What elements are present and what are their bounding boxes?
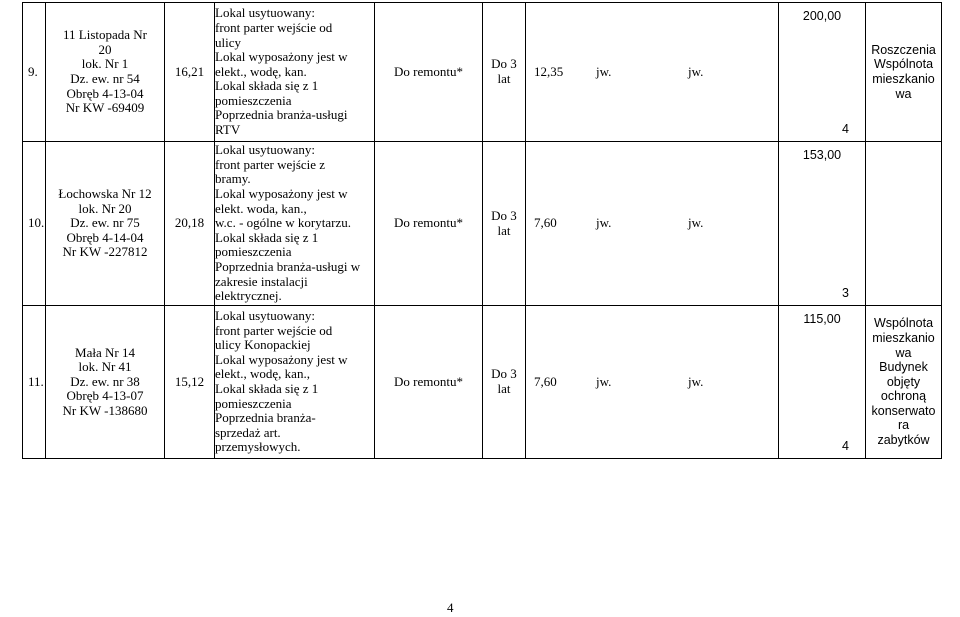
amount-subvalue: 3 xyxy=(842,286,849,301)
address-cell-line: lok. Nr 20 xyxy=(78,200,132,216)
period-cell-line: Do 3 xyxy=(491,366,517,382)
description-cell-line: elekt. woda, kan., xyxy=(215,200,307,216)
period-cell-line: lat xyxy=(497,222,511,238)
period-cell xyxy=(483,306,526,459)
description-cell-line: elekt., wodę, kan., xyxy=(215,366,310,382)
description-cell-line: Lokal usytuowany: xyxy=(215,5,316,21)
technical-state-cell: Do remontu* xyxy=(375,142,483,306)
row-number-text: 11. xyxy=(28,373,44,389)
area-cell: 20,18 xyxy=(165,142,215,306)
table-row xyxy=(23,306,942,459)
remarks-cell-line: wa xyxy=(895,86,912,101)
address-cell-line: Nr KW -138680 xyxy=(62,402,148,418)
description-cell-line: RTV xyxy=(215,122,241,138)
rate-note: jw. xyxy=(688,215,704,231)
remarks-cell-line: ra xyxy=(897,418,910,433)
row-number xyxy=(23,3,46,142)
address-cell-line: Obręb 4-13-07 xyxy=(66,388,144,404)
rate-cell xyxy=(526,306,779,459)
area-cell: 15,12 xyxy=(165,306,215,459)
address-cell-line: Obręb 4-14-04 xyxy=(66,229,144,245)
remarks-cell-line: Wspólnota xyxy=(873,57,934,72)
description-cell-line: Lokal wyposażony jest w xyxy=(215,49,348,65)
description-cell xyxy=(215,142,375,306)
rate-line xyxy=(526,216,778,231)
period-cell-line: lat xyxy=(497,71,511,86)
rate-value: 12,35 xyxy=(534,63,564,79)
row-number xyxy=(23,306,46,459)
amount-value: 115,00 xyxy=(803,312,841,326)
remarks-cell-line: zabytków xyxy=(877,433,930,448)
remarks-cell-line: Budynek xyxy=(879,360,928,375)
address-cell-line: Dz. ew. nr 38 xyxy=(70,373,140,389)
amount-subvalue: 4 xyxy=(842,122,849,137)
rate-line xyxy=(526,375,778,390)
amount-cell xyxy=(779,142,866,306)
description-cell-line: zakresie instalacji xyxy=(215,273,308,289)
remarks-cell-line: Wspólnota xyxy=(873,316,934,331)
technical-state-cell: Do remontu* xyxy=(375,3,483,142)
address-cell-line: Mała Nr 14 xyxy=(75,344,135,360)
amount-subvalue: 4 xyxy=(842,439,849,454)
description-cell-line: Poprzednia branża- xyxy=(215,410,316,426)
remarks-cell-line: mieszkanio xyxy=(872,72,935,86)
row-number xyxy=(23,142,46,306)
remarks-cell-line: ochroną xyxy=(880,389,927,404)
rate-value: 7,60 xyxy=(534,215,557,231)
address-cell-line: 20 xyxy=(98,41,112,57)
description-cell-line: elekt., wodę, kan. xyxy=(215,63,307,79)
description-cell-line: Lokal składa się z 1 xyxy=(215,229,319,245)
address-cell-line: lok. Nr 1 xyxy=(81,56,129,72)
remarks-cell xyxy=(866,3,942,142)
description-cell-line: sprzedaż art. xyxy=(215,424,281,440)
description-cell-line: Poprzednia branża-usługi w xyxy=(215,258,361,274)
row-number-text: 10. xyxy=(28,215,45,231)
row-number-text: 9. xyxy=(28,63,38,79)
page-number: 4 xyxy=(447,600,454,615)
address-cell-line: Obręb 4-13-04 xyxy=(66,85,144,101)
rate-note: jw. xyxy=(596,63,612,79)
description-cell-line: Lokal składa się z 1 xyxy=(215,78,319,94)
rate-line xyxy=(526,65,778,80)
description-cell-line: pomieszczenia xyxy=(215,395,292,411)
rate-value: 7,60 xyxy=(534,373,557,389)
rate-cell xyxy=(526,3,779,142)
remarks-cell-line: Roszczenia xyxy=(871,42,936,57)
amount-value: 200,00 xyxy=(802,9,842,23)
description-cell xyxy=(215,306,375,459)
remarks-cell xyxy=(866,306,942,459)
technical-state-cell: Do remontu* xyxy=(375,306,483,459)
property-table xyxy=(22,2,942,459)
address-cell-line: 11 Listopada Nr xyxy=(63,27,147,43)
address-cell xyxy=(46,306,165,459)
description-cell-line: przemysłowych. xyxy=(215,439,301,455)
description-cell-line: front parter wejście z xyxy=(215,156,326,172)
description-cell-line: front parter wejście od xyxy=(215,19,333,35)
address-cell-line: Nr KW -227812 xyxy=(62,244,148,260)
description-cell-line: bramy. xyxy=(215,171,251,187)
description-cell-line: Poprzednia branża-usługi xyxy=(215,107,348,123)
table-row xyxy=(23,3,942,142)
rate-note: jw. xyxy=(688,373,704,389)
amount-cell xyxy=(779,306,866,459)
period-cell xyxy=(483,142,526,306)
address-cell-line: Dz. ew. nr 75 xyxy=(70,215,140,231)
description-cell-line: w.c. - ogólne w korytarzu. xyxy=(215,215,351,231)
address-cell xyxy=(46,3,165,142)
address-cell-line: lok. Nr 41 xyxy=(78,359,132,375)
period-cell-line: Do 3 xyxy=(491,207,517,223)
description-cell-line: elektrycznej. xyxy=(215,288,282,304)
description-cell-line: pomieszczenia xyxy=(215,92,292,108)
description-cell-line: Lokal składa się z 1 xyxy=(215,381,319,396)
period-cell-line: Do 3 xyxy=(491,56,517,72)
description-cell-line: Lokal wyposażony jest w xyxy=(215,351,348,367)
description-cell xyxy=(215,3,375,142)
description-cell-line: Lokal usytuowany: xyxy=(215,142,316,158)
address-cell-line: Dz. ew. nr 54 xyxy=(70,71,140,86)
period-cell xyxy=(483,3,526,142)
remarks-cell-line: mieszkanio xyxy=(872,330,935,345)
remarks-cell-line: objęty xyxy=(886,374,921,389)
table-row xyxy=(23,142,942,306)
rate-note: jw. xyxy=(596,215,612,231)
remarks-cell-line: wa xyxy=(895,345,912,360)
remarks-cell xyxy=(866,142,942,306)
amount-value: 153,00 xyxy=(802,148,842,162)
rate-note: jw. xyxy=(688,63,704,79)
description-cell-line: ulicy xyxy=(215,34,241,50)
address-cell-line: Łochowska Nr 12 xyxy=(58,186,152,202)
remarks-cell-line: konserwato xyxy=(871,403,936,418)
amount-cell xyxy=(779,3,866,142)
description-cell-line: Lokal usytuowany: xyxy=(215,308,316,324)
description-cell-line: pomieszczenia xyxy=(215,244,292,260)
address-cell-line: Nr KW -69409 xyxy=(65,100,145,116)
rate-note: jw. xyxy=(596,373,612,389)
description-cell-line: Lokal wyposażony jest w xyxy=(215,186,348,202)
area-cell: 16,21 xyxy=(165,3,215,142)
address-cell xyxy=(46,142,165,306)
description-cell-line: front parter wejście od xyxy=(215,322,333,338)
rate-cell xyxy=(526,142,779,306)
description-cell-line: ulicy Konopackiej xyxy=(215,337,311,353)
period-cell-line: lat xyxy=(497,381,511,396)
